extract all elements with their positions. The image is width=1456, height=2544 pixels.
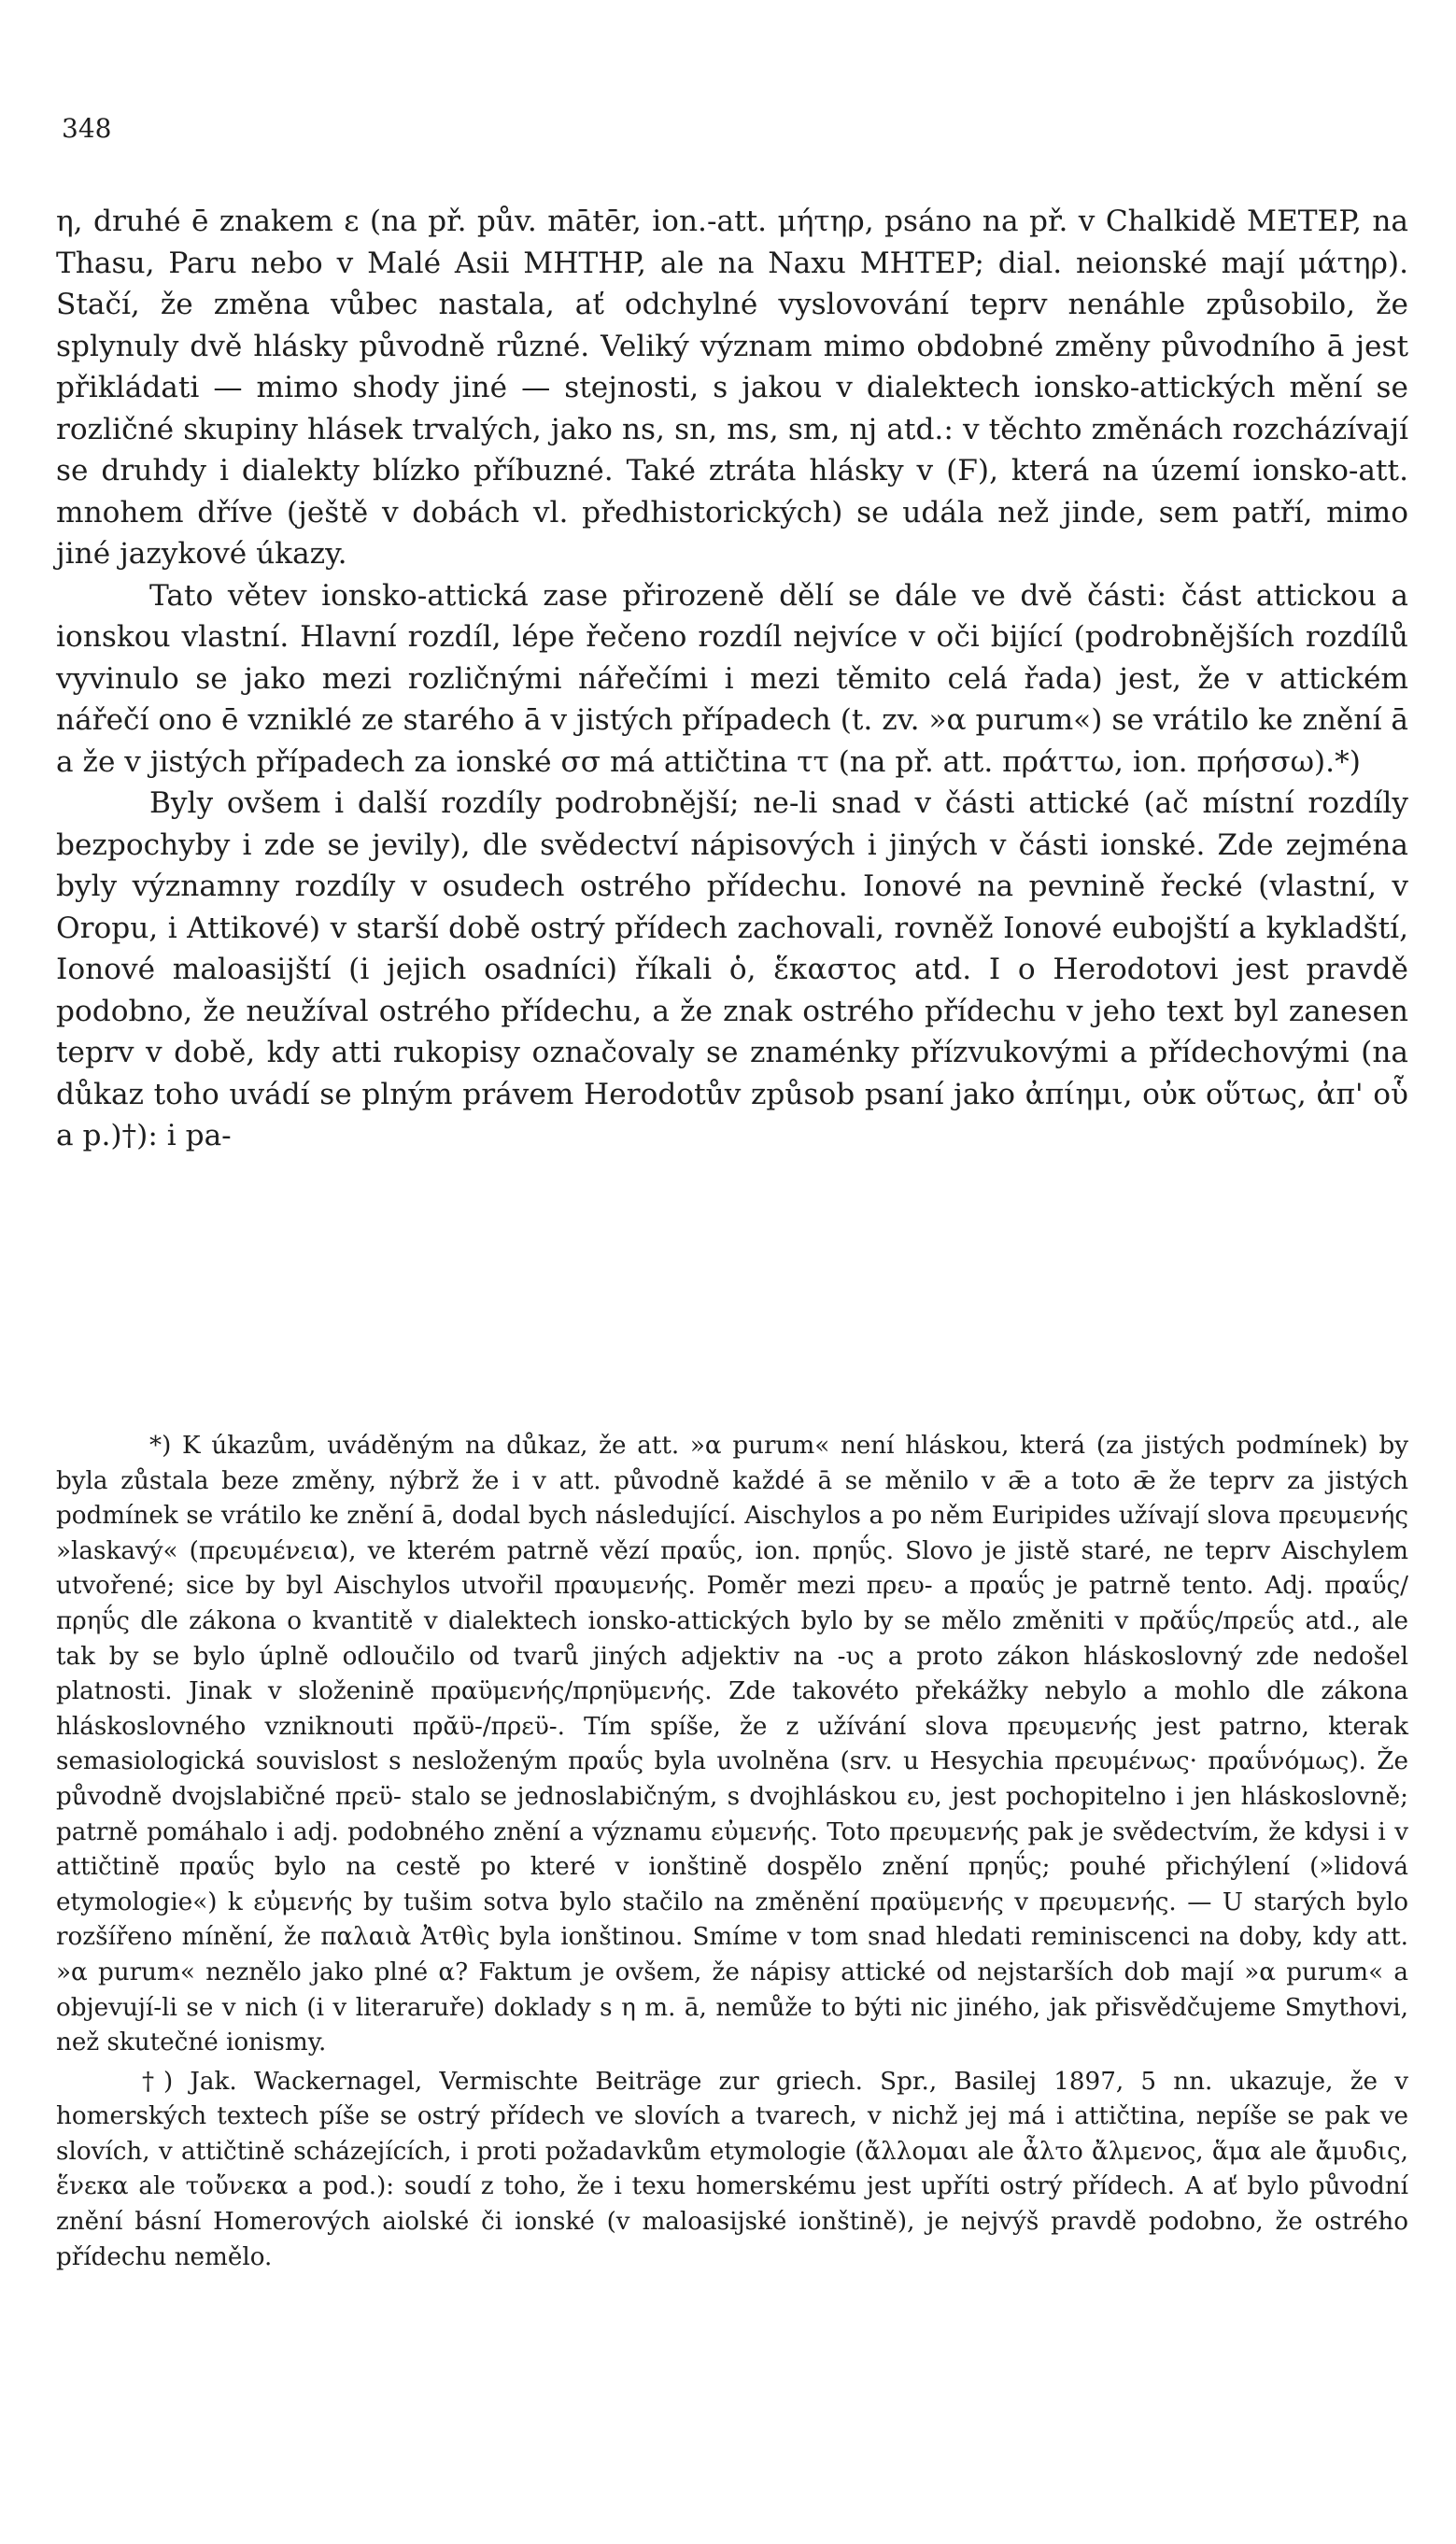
footnote-asterisk: *) K úkazům, uváděným na důkaz, že att. »α purum« není hláskou, která (za jistých podmínek) by byla zůstala beze změny, nýbrž že i v att. původně každé ā se měnilo v ǣ a toto ǣ že teprv za jistých podmínek se vrátilo ke znění ā, dodal bych následující. Aischylos a po něm Euripides užívají slova πρευμενής »laskavý« (πρευμένεια), ve kterém patrně vězí πραΰς, ion. πρηΰς. Slovo je jistě staré, ne teprv Aischylem utvořené; sice by byl Aischylos utvořil πραυμενής. Poměr mezi πρευ- a πραΰς je patrně tento. Adj. πραΰς/πρηΰς dle zákona o kvantitě v dialektech ionsko-attických bylo by se mělo změniti v πρᾰΰς/πρεΰς atd., ale tak by se bylo úplně odloučilo od tvarů jiných adjektiv na -υς a proto zákon hláskoslovný zde nedošel platnosti. Jinak v složenině πραϋμενής/πρηϋμενής. Zde takovéto překážky nebylo a mohlo dle zákona hláskoslovného vzniknouti πρᾰϋ-/πρεϋ-. Tím spíše, že z užívání slova πρευμενής jest patrno, kterak semasiologická souvislost s nesloženým πραΰς byla uvolněna (srv. u Hesychia πρευμένως· πραΰνόμως). Že původně dvojslabičné πρεϋ- stalo se jednoslabičným, s dvojhláskou ευ, jest pochopitelno i jen hláskoslovně; patrně pomáhalo i adj. podobného znění a významu εὐμενής. Toto πρευμενής pak je svědectvím, že kdysi i v attičtině πραΰς bylo na cestě po které v ionštině dospělo znění πρηΰς; pouhé přichýlení (»lidová etymologie«) k εὐμενής by tušim sotva bylo stačilo na změnění πραϋμενής v πρευμενής. — U starých bylo rozšířeno mínění, že παλαιὰ Ἀτθὶς byla ionštinou. Smíme v tom snad hledati reminiscenci na doby, kdy att. »α purum« neznělo jako plné α? Faktum je ovšem, že nápisy attické od nejstarších dob mají »α purum« a objevují-li se v nich (i v literaruře) doklady s η m. ā, nemůže to býti nic jiného, jak přisvědčujeme Smythovi, než skutečné ionismy. [56, 1432, 1408, 2057]
main-text [56, 201, 1408, 1157]
footnote-dagger: †) Jak. Wackernagel, Vermischte Beiträge zur griech. Spr., Basilej 1897, 5 nn. ukazuje, že v homerských textech píše se ostrý přídech ve slovích a tvarech, v nichž jej má i attičtina, nepíše se pak ve slovích, v attičtině scházejících, i proti požadavkům etymologie (ἄλλομαι ale ἆλτο ἄλμενος, ἅμα ale ἄμυδις, ἕνεκα ale τοὔνεκα a pod.): soudí z toho, že i texu homerskému jest upříti ostrý přídech. A ať bylo původní znění básní Homerových aiolské či ionské (v maloasijské ionštině), je nejvýš pravdě podobno, že ostrého přídechu nemělo. [56, 2067, 1408, 2271]
paragraph-1: η, druhé ē znakem ε (na př. pův. mātēr, ion.-att. μήτηρ, psáno na př. v Chalkidě METEP, na Thasu, Paru nebo v Malé Asii MHTHP, ale na Naxu MHTEP; dial. neionské mají μάτηρ). Stačí, že změna vůbec nastala, ať odchylné vyslovování teprv nenáhle způsobilo, že splynuly dvě hlásky původně různé. Veliký význam mimo obdobné změny původního ā jest přikládati — mimo shody jiné — stejnosti, s jakou v dialektech ionsko-attických mění se rozličné skupiny hlásek trvalých, jako ns, sn, ms, sm, nj atd.: v těchto změnách rozcházívají se druhdy i dialekty blízko příbuzné. Také ztráta hlásky v (Ϝ), která na území ionsko-att. mnohem dříve (ještě v dobách vl. předhistorických) se udála než jinde, sem patří, mimo jiné jazykové úkazy. [56, 205, 1408, 571]
footnotes [56, 1429, 1408, 2275]
paragraph-3: Byly ovšem i další rozdíly podrobnější; ne-li snad v části attické (ač místní rozdíly bezpochyby i zde se jevily), dle svědectví nápisových i jiných v části ionské. Zde zejména byly významny rozdíly v osudech ostrého přídechu. Ionové na pevnině řecké (vlastní, v Oropu, i Attikové) v starší době ostrý přídech zachovali, rovněž Ionové eubojští a kykladští, Ionové maloasijští (i jejich osadníci) říkali ὁ, ἕκαστος atd. I o Herodotovi jest pravdě podobno, že neužíval ostrého přídechu, a že znak ostrého přídechu v jeho text byl zanesen teprv v době, kdy atti rukopisy označovaly se znaménky přízvukovými a přídechovými (na důkaz toho uvádí se plným právem Herodotův způsob psaní jako ἀπίημι, οὐκ οὕτως, ἀπ' οὗ a p.)†): i pa- [56, 786, 1408, 1152]
paragraph-2: Tato větev ionsko-attická zase přirozeně dělí se dále ve dvě části: část attickou a ionskou vlastní. Hlavní rozdíl, lépe řečeno rozdíl nejvíce v oči bijící (podrobnějších rozdílů vyvinulo se jako mezi rozličnými nářečími i mezi těmito celá řada) jest, že v attickém nářečí ono ē vzniklé ze starého ā v jistých případech (t. zv. »α purum«) se vrátilo ke znění ā a že v jistých případech za ionské σσ má attičtina ττ (na př. att. πράττω, ion. πρήσσω).*) [56, 578, 1408, 779]
page-number: 348 [62, 113, 112, 144]
